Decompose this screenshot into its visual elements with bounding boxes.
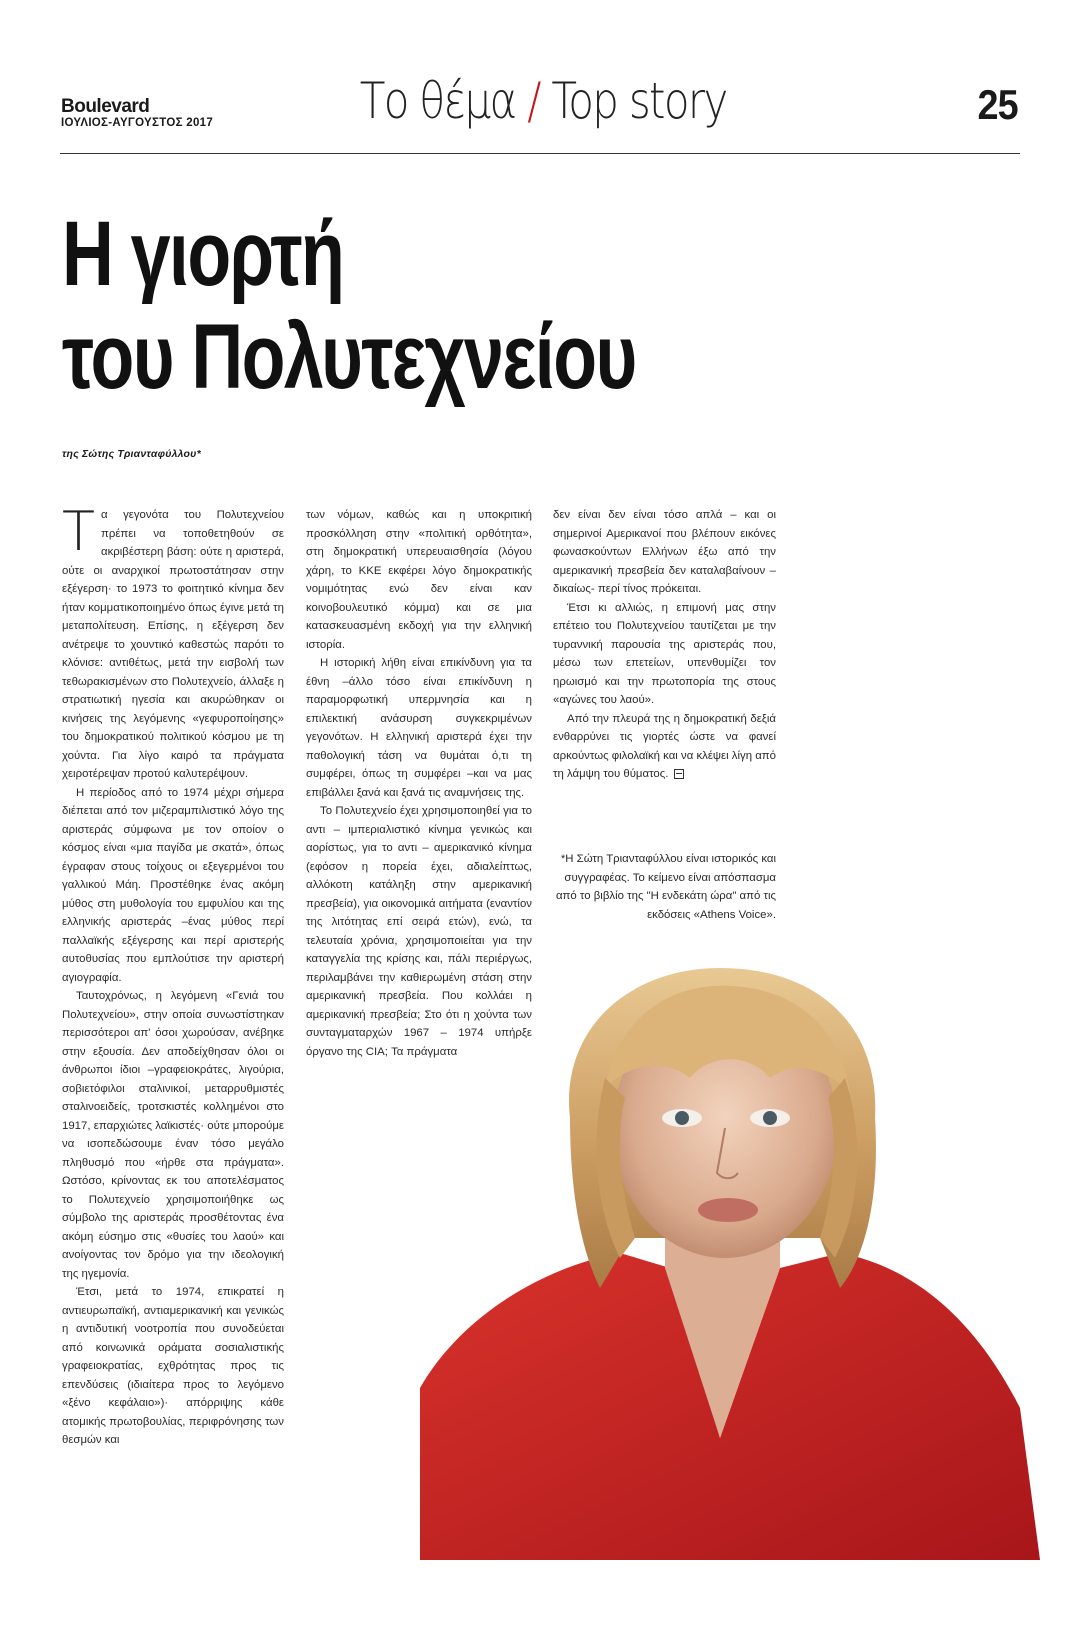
issue-date: ΙΟΥΛΙΟΣ-ΑΥΓΟΥΣΤΟΣ 2017: [61, 117, 214, 129]
paragraph: Έτσι κι αλλιώς, η επιμονή μας στην επέτειο του Πολυτεχνείου ταυτίζεται με την τυραννική παρουσία της αριστεράς που, μέσω των επετείων, υπενθυμίζει τον ηρωισμό και την πρωτοπορία της στους «αγώνες του λαού».: [553, 601, 776, 706]
drop-cap: Τ: [62, 500, 95, 563]
brand-name: Boulevard: [61, 96, 150, 117]
paragraph: Ταυτοχρόνως, η λεγόμενη «Γενιά του Πολυτεχνείου», στην οποία συνωστίστηκαν περισσότεροι απ' όσοι χωρούσαν, ανέβηκε στην εξουσία. Δεν αποδείχθησαν όλοι οι άνθρωποι ίδιοι –γραφειοκράτες, λιγούρια, σοβιετόφιλοι σταλινικοί, μεταρρυθμιστές σταλινοειδείς, τροτσκιστές κολλημένοι στο 1917, επαρχιώτες λαϊκιστές· ούτε μπορούμε να ισοπεδώσουμε έναν τόσο μεγάλο πληθυσμό που «ήρθε στα πράγματα». Ωστόσο, κρίνοντας εκ του αποτελέσματος το Πολυτεχνείο χρησιμοποιήθηκε ως σύμβολο της αριστεράς προσθέτοντας ένα ακόμη εύσημο στις «θυσίες του λαού» και ανοίγοντας τον δρόμο για την ιδεολογική της ηγεμονία.: [62, 990, 284, 1280]
headline-line-1: Η γιορτή: [62, 203, 344, 305]
paragraph: Η περίοδος από το 1974 μέχρι σήμερα διέπεται από τον μιζεραμπιλιστικό λόγο της αριστεράς σύμφωνα με τον οποίον ο κόσμος είναι «μια παγίδα με σκατά», όπως έγραφαν στους τοίχους οι εξεγερμένοι του γαλλικού Μάη. Προστέθηκε ένας ακόμη μύθος στη μυθολογία του εμφυλίου και της ελληνικής αριστεράς –ένας μύθος περί παλλαϊκής εξέγερσης και περί αριστερής αυτοθυσίας που εμπλούτισε την αριστερή αγιογραφία.: [62, 786, 284, 984]
article-headline: [62, 203, 636, 409]
paragraph: των νόμων, καθώς και η υποκριτική προσκόλληση στην «πολιτική ορθότητα», στη δημοκρατική υπερευαισθησία (λόγου χάρη, το ΚΚΕ εκφέρει λόγο δημοκρατικής νομιμότητας ενώ δεν είναι καν κοινοβουλευτικό κόμμα) και σε μια κατασκευασμένη εκδοχή για την ελληνική ιστορία.: [306, 509, 532, 651]
text-column-1: [62, 500, 284, 1450]
section-title-greek: Το θέμα: [359, 72, 516, 130]
headline-line-2: του Πολυτεχνείου: [62, 306, 636, 408]
lips: [698, 1198, 758, 1222]
section-title: [90, 72, 997, 130]
paragraph: Η ιστορική λήθη είναι επικίνδυνη για τα έθνη –άλλο τόσο είναι επικίνδυνη η παραμορφωτική υπερμνησία και η επιλεκτική ανάσυρση συγκεκριμένων γεγονότων. Η ελληνική αριστερά έχει την παθολογική τάση να θυμάται ό,τι τη συμφέρει, όπως τη συμφέρει –και να μας επιβάλλει ξανά και ξανά τις αναμνήσεις της.: [306, 657, 532, 799]
section-title-english: Top story: [551, 72, 727, 130]
portrait-photo: [420, 968, 1040, 1560]
paragraph: Έτσι, μετά το 1974, επικρατεί η αντιευρωπαϊκή, αντιαμερικανική και γενικώς η αντιδυτική νοοτροπία που συνοδεύεται από κοινωνικά οράματα σοσιαλιστικής γραφειοκρατίας, εχθρότητας προς τις επενδύσεις (ιδιαίτερα προς το λεγόμενο «ξένο κεφάλαιο»)· απόρριψης κάθε ατομικής πρωτοβουλίας, περιφρόνησης των θεσμών και: [62, 1286, 284, 1446]
end-of-article-icon: [674, 769, 684, 779]
author-note: *Η Σώτη Τριανταφύλλου είναι ιστορικός και συγγραφέας. Το κείμενο είναι απόσπασμα από το βιβλίο της "Η ενδεκάτη ώρα" από τις εκδόσεις «Athens Voice».: [555, 853, 776, 921]
paragraph: Το Πολυτεχνείο έχει χρησιμοποιηθεί για το αντι – ιμπεριαλιστικό κίνημα γενικώς και αορίστως, για το αντι – αμερικανικό κίνημα (εφόσον η πορεία έχει, αδιαλείπτως, αλλόκοτη κατάληξη στην αμερικανική πρεσβεία), για οικονομικά αιτήματα (εναντίον της λιτότητας επί σειρά ετών), ενώ, τα τελευταία χρόνια, χρησιμοποιείται για την καταγγελία της κρίσης και, πάλι περιέργως, περιλαμβάνει την καθιερωμένη στάση στην αμερικανική πρεσβεία. Που κολλάει η αμερικανική πρεσβεία; Στο ότι η χούντα των συνταγματαρχών 1967 – 1974 υπήρξε όργανο της CIA; Τα πράγματα: [306, 805, 532, 1058]
header-divider: [60, 153, 1020, 154]
section-separator: /: [527, 72, 540, 130]
paragraph: Τα γεγονότα του Πολυτεχνείου πρέπει να τοποθετηθούν σε ακριβέστερη βάση: ούτε η αριστερά, ούτε οι αναρχικοί πρωτοστάτησαν στην εξέγερση· το 1973 το φοιτητικό κίνημα δεν ήταν κομματικοποιημένο όπως έγινε μετά τη μεταπολίτευση. Επίσης, η εξέγερση δεν ανέτρεψε το χουντικό καθεστώς παρότι το κλόνισε: αντιθέτως, μετά την εισβολή των τεθωρακισμένων στο Πολυτεχνείο, άλλαξε η στρατιωτική ηγεσία και ακυρώθηκαν οι κινήσεις της λεγόμενης «γεφυροποίησης» του δημοκρατικού πολιτικού κόσμου με τη χούντα. Για λίγο καιρό τα πράγματα χειροτέρεψαν προτού καλυτερέψουν.: [62, 500, 284, 780]
paragraph: Από την πλευρά της η δημοκρατική δεξιά ενθαρρύνει τις γιορτές ώστε να φανεί αρκούντως φιλολαϊκή και να κλέψει λίγη από τη λάμψη του θύματος.: [553, 712, 777, 780]
byline: της Σώτης Τριανταφύλλου*: [62, 448, 201, 460]
paragraph: δεν είναι δεν είναι τόσο απλά – και οι σημερινοί Αμερικανοί που βλέπουν εικόνες φωνασκούντων Ελλήνων έξω από την αμερικανική πρεσβεία δεν καταλαβαίνουν –δικαίως- περί τίνος πρόκειται.: [553, 509, 776, 595]
text-column-3: [553, 506, 776, 784]
page-number: 25: [977, 81, 1018, 128]
